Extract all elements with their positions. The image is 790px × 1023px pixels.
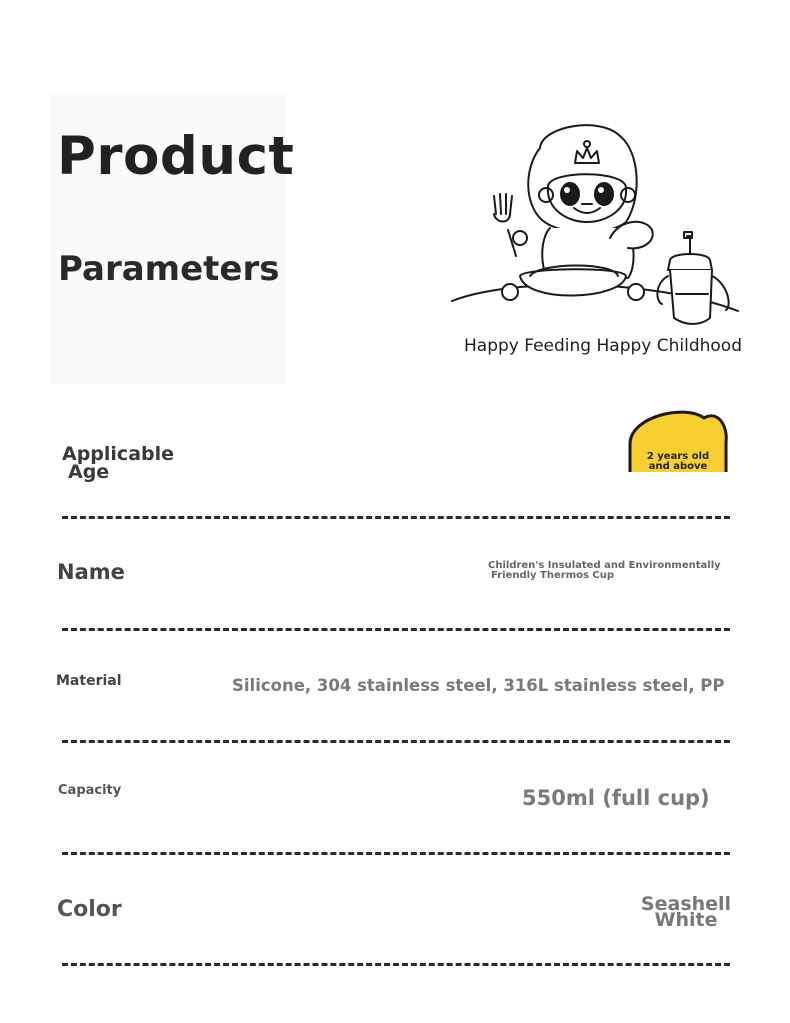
color-label: Color [57,897,122,922]
page-subtitle: Parameters [58,249,280,289]
divider [62,852,730,855]
age-label-line1: Applicable [62,443,175,465]
name-value-line1: Children's Insulated and Environmentally [488,560,721,571]
tagline: Happy Feeding Happy Childhood [464,336,742,356]
name-value-line2: Friendly Thermos Cup [491,570,615,581]
name-value [488,561,724,581]
color-value-line2: White [654,909,718,931]
capacity-value: 550ml (full cup) [522,786,710,810]
age-label-line2: Age [68,461,110,483]
material-label: Material [56,673,122,689]
divider [62,628,730,631]
capacity-label: Capacity [58,783,122,798]
color-value [638,893,734,931]
page-title: Product [57,126,295,187]
age-badge-line2: and above [648,461,708,472]
age-badge-line1: 2 years old [646,451,710,462]
divider [62,963,730,966]
age-label [62,445,202,481]
divider [62,516,730,519]
mascot-illustration-icon [450,118,740,333]
color-value-line1: Seashell [640,893,732,915]
name-label: Name [57,560,125,584]
material-value: Silicone, 304 stainless steel, 316L stainless steel, PP [232,676,725,695]
age-badge-text [636,452,720,472]
divider [62,740,730,743]
